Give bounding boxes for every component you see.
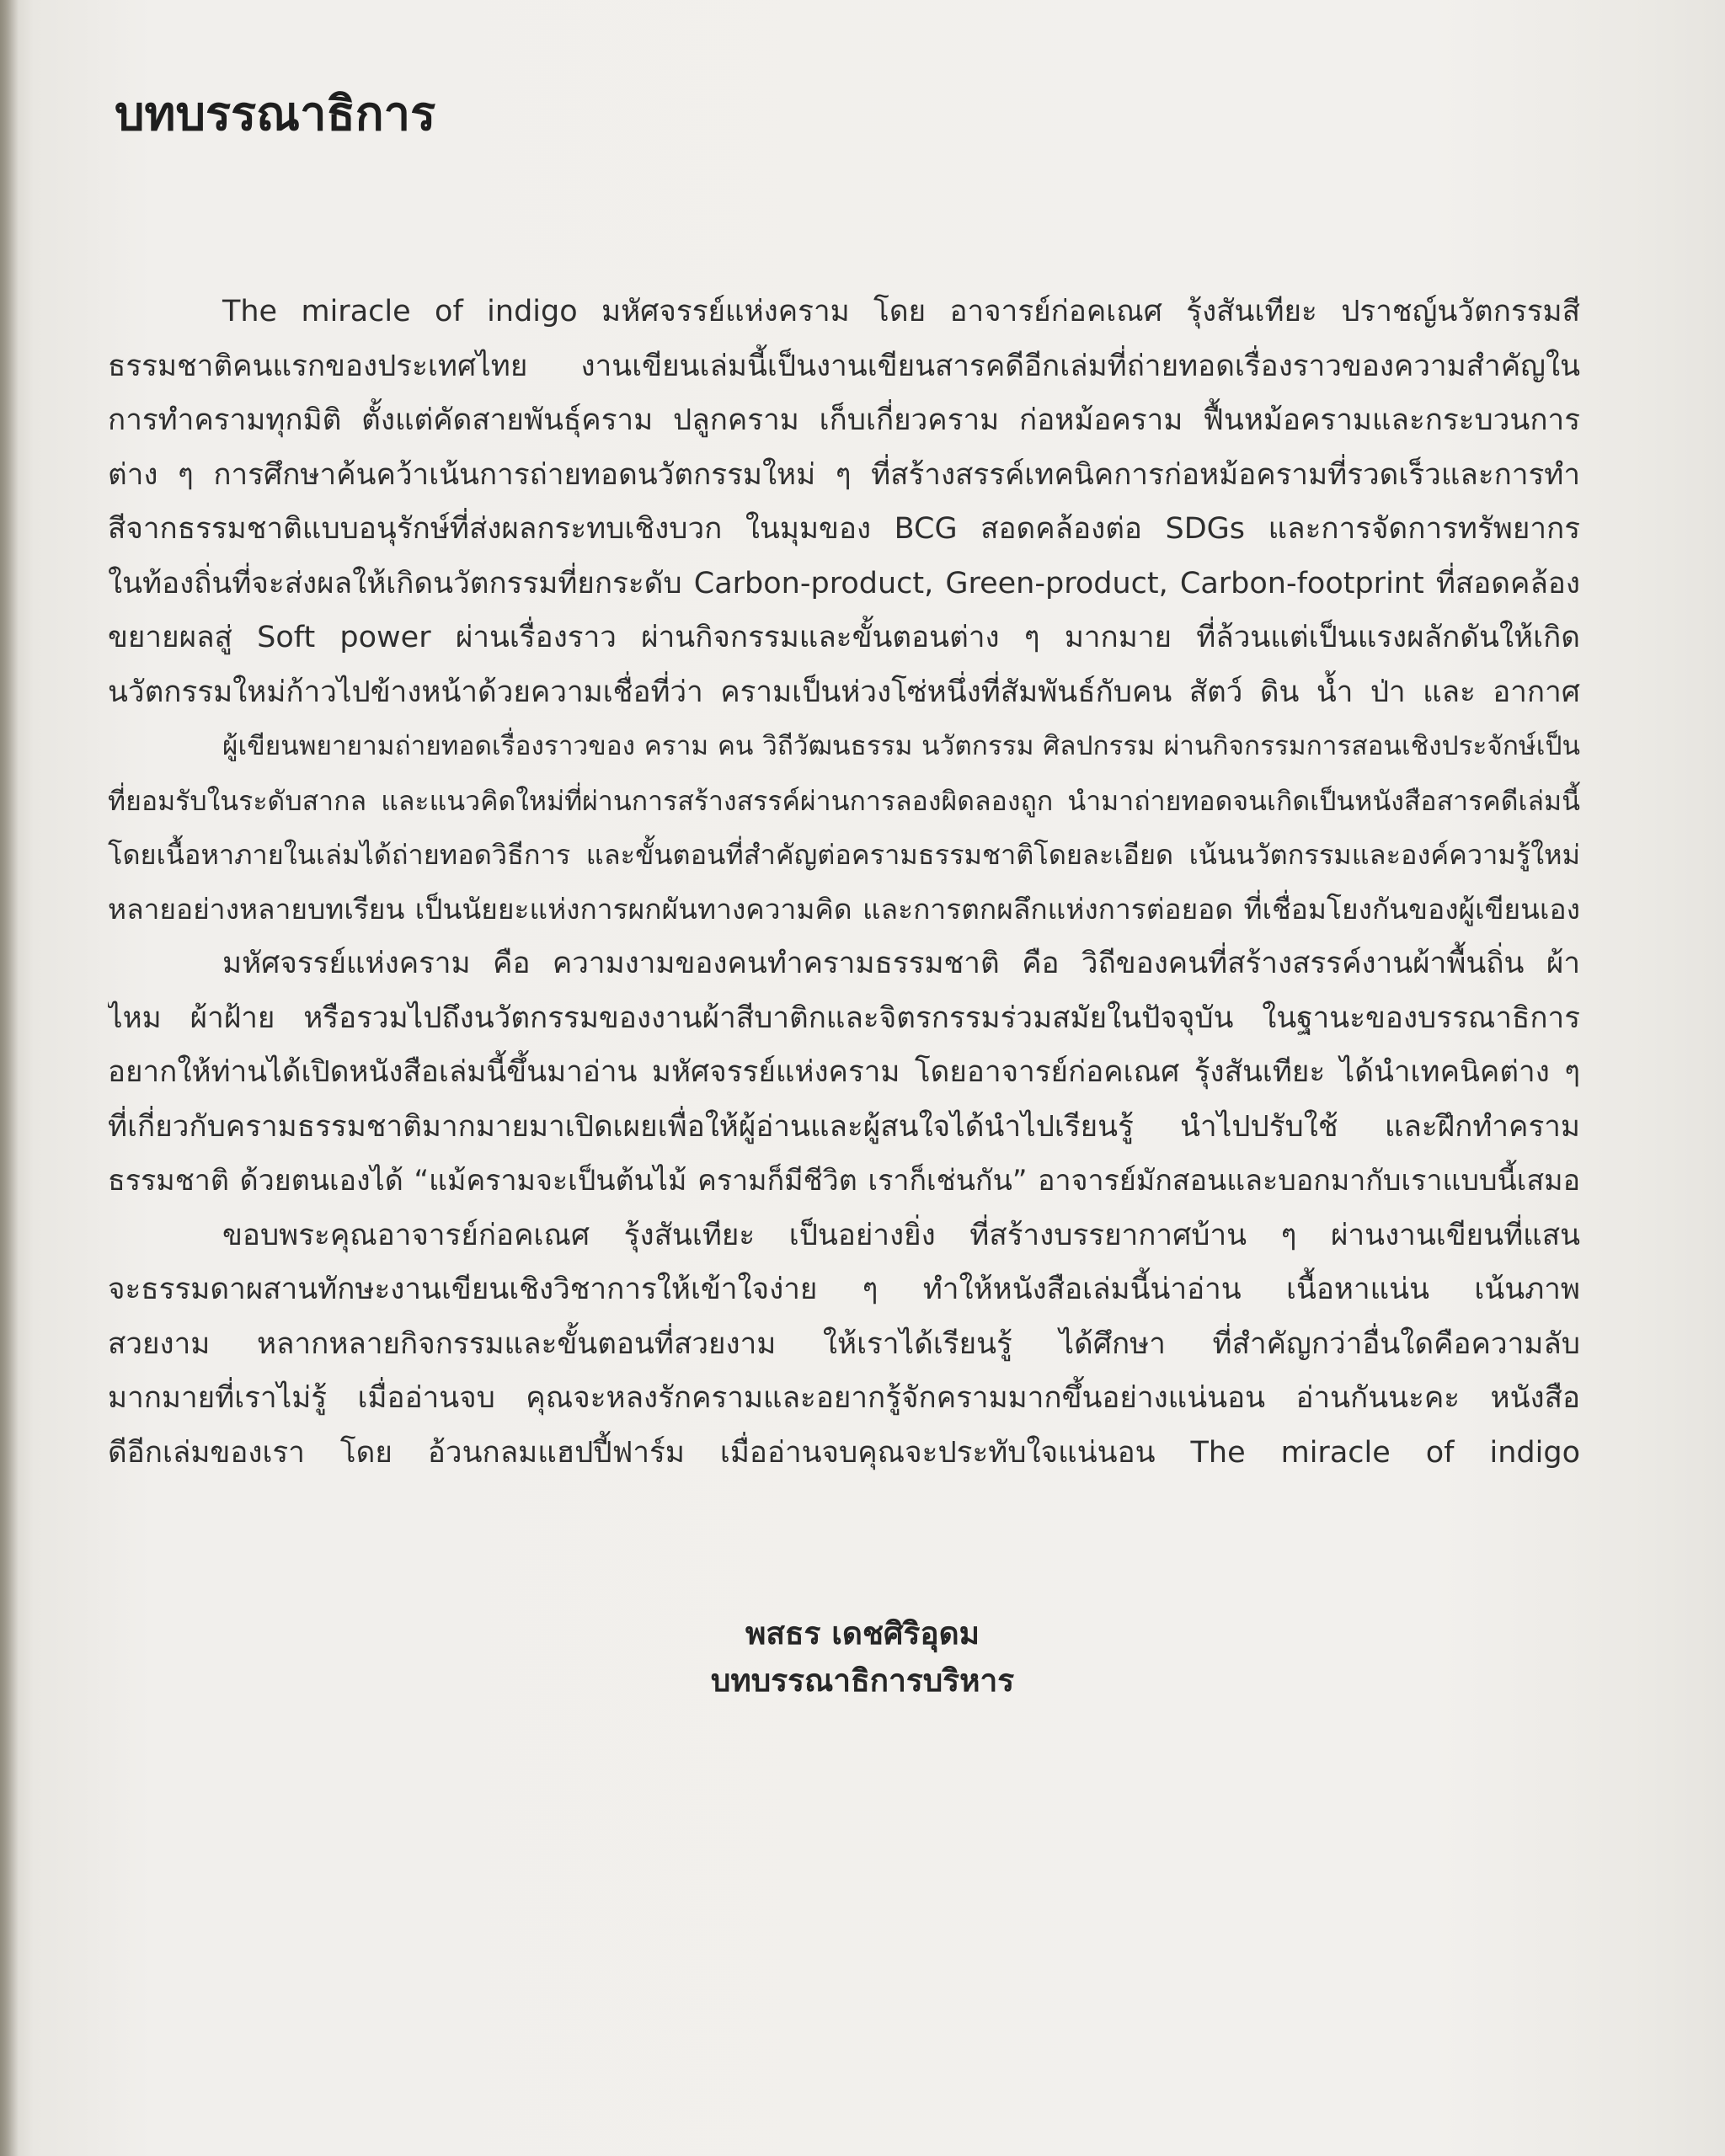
body-line: ไหม ผ้าฝ้าย หรือรวมไปถึงนวัตกรรมของงานผ้าสีบาติกและจิตรกรรมร่วมสมัยในปัจจุบัน ในฐานะของบรรณาธิการ: [108, 1001, 1580, 1035]
body-line: ที่ยอมรับในระดับสากล และแนวคิดใหม่ที่ผ่านการสร้างสรรค์ผ่านการลองผิดลองถูก นำมาถ่ายทอดจนเกิดเป็นหนังสือสารคดีเล่มนี้: [108, 784, 1580, 817]
body-line: ขยายผลสู่ Soft power ผ่านเรื่องราว ผ่านกิจกรรมและขั้นตอนต่าง ๆ มากมาย ที่ล้วนแต่เป็นแรงผลักดันให้เกิด: [108, 621, 1580, 654]
body-line: ดีอีกเล่มของเรา โดย อ้วนกลมแฮปปี้ฟาร์ม เมื่ออ่านจบคุณจะประทับใจแน่นอน The miracle of indigo: [108, 1435, 1580, 1470]
body-line: อยากให้ท่านได้เปิดหนังสือเล่มนี้ขึ้นมาอ่าน มหัศจรรย์แห่งคราม โดยอาจารย์ก่อคเณศ รุ้งสันเทียะ ได้นำเทคนิคต่าง ๆ: [108, 1055, 1580, 1089]
body-line: ธรรมชาติคนแรกของประเทศไทย งานเขียนเล่มนี้เป็นงานเขียนสารคดีอีกเล่มที่ถ่ายทอดเรื่องราวของความสำคัญใน: [108, 349, 1580, 383]
body-line: จะธรรมดาผสานทักษะงานเขียนเชิงวิชาการให้เข้าใจง่าย ๆ ทำให้หนังสือเล่มนี้น่าอ่าน เนื้อหาแน่น เน้นภาพ: [108, 1273, 1580, 1306]
body-line: ในท้องถิ่นที่จะส่งผลให้เกิดนวัตกรรมที่ยกระดับ Carbon-product, Green-product, Carbon-footprint ที่สอดคล้อง: [108, 566, 1580, 600]
body-line: สวยงาม หลากหลายกิจกรรมและขั้นตอนที่สวยงาม ให้เราได้เรียนรู้ ได้ศึกษา ที่สำคัญกว่าอื่นใดคือความลับ: [108, 1326, 1580, 1361]
body-line: มากมายที่เราไม่รู้ เมื่ออ่านจบ คุณจะหลงรักครามและอยากรู้จักครามมากขึ้นอย่างแน่นอน อ่านกันนะคะ หนังสือ: [108, 1381, 1580, 1415]
editorial-body: [108, 285, 1580, 1480]
page-binding-shadow: [0, 0, 19, 2156]
body-line: การทำครามทุกมิติ ตั้งแต่คัดสายพันธุ์คราม ปลูกคราม เก็บเกี่ยวคราม ก่อหม้อคราม ฟื้นหม้อครามและกระบวนการ: [108, 403, 1580, 437]
body-line: ธรรมชาติ ด้วยตนเองได้ “แม้ครามจะเป็นต้นไม้ ครามก็มีชีวิต เราก็เช่นกัน” อาจารย์มักสอนและบอกมากับเราแบบนี้เสมอ: [108, 1164, 1580, 1198]
body-line: ต่าง ๆ การศึกษาค้นคว้าเน้นการถ่ายทอดนวัตกรรมใหม่ ๆ ที่สร้างสรรค์เทคนิคการก่อหม้อครามที่รวดเร็วและการทำ: [108, 457, 1580, 492]
body-line: ขอบพระคุณอาจารย์ก่อคเณศ รุ้งสันเทียะ เป็นอย่างยิ่ง ที่สร้างบรรยากาศบ้าน ๆ ผ่านงานเขียนที่แสน: [222, 1218, 1580, 1252]
body-line: มหัศจรรย์แห่งคราม คือ ความงามของคนทำครามธรรมชาติ คือ วิถีของคนที่สร้างสรรค์งานผ้าพื้นถิ่น ผ้า: [222, 947, 1580, 980]
body-line: โดยเนื้อหาภายในเล่มได้ถ่ายทอดวิธีการ และขั้นตอนที่สำคัญต่อครามธรรมชาติโดยละเอียด เน้นนวัตกรรมและองค์ความรู้ใหม่: [108, 839, 1580, 871]
body-line: หลายอย่างหลายบทเรียน เป็นนัยยะแห่งการผกผันทางความคิด และการตกผลึกแห่งการต่อยอด ที่เชื่อมโยงกันของผู้เขียนเอง: [108, 892, 1580, 926]
page-title: บทบรรณาธิการ: [115, 87, 436, 141]
body-line: นวัตกรรมใหม่ก้าวไปข้างหน้าด้วยความเชื่อที่ว่า ครามเป็นห่วงโซ่หนึ่งที่สัมพันธ์กับคน สัตว์ ดิน น้ำ ป่า และ อากาศ: [108, 675, 1580, 709]
signature-name: พสธร เดชศิริอุดม: [745, 1615, 980, 1652]
signature-block: [610, 1610, 1115, 1705]
body-line: The miracle of indigo มหัศจรรย์แห่งคราม โดย อาจารย์ก่อคเณศ รุ้งสันเทียะ ปราชญ์นวัตกรรมสี: [222, 295, 1580, 328]
body-line: ผู้เขียนพยายามถ่ายทอดเรื่องราวของ คราม คน วิถีวัฒนธรรม นวัตกรรม ศิลปกรรม ผ่านกิจกรรมการสอนเชิงประจักษ์เป็น: [222, 731, 1580, 761]
body-line: สีจากธรรมชาติแบบอนุรักษ์ที่ส่งผลกระทบเชิงบวก ในมุมของ BCG สอดคล้องต่อ SDGs และการจัดการทรัพยากร: [108, 512, 1580, 546]
signature-title: บทบรรณาธิการบริหาร: [710, 1662, 1015, 1699]
body-line: ที่เกี่ยวกับครามธรรมชาติมากมายมาเปิดเผยเพื่อให้ผู้อ่านและผู้สนใจได้นำไปเรียนรู้ นำไปปรับใช้ และฝึกทำคราม: [108, 1109, 1580, 1144]
